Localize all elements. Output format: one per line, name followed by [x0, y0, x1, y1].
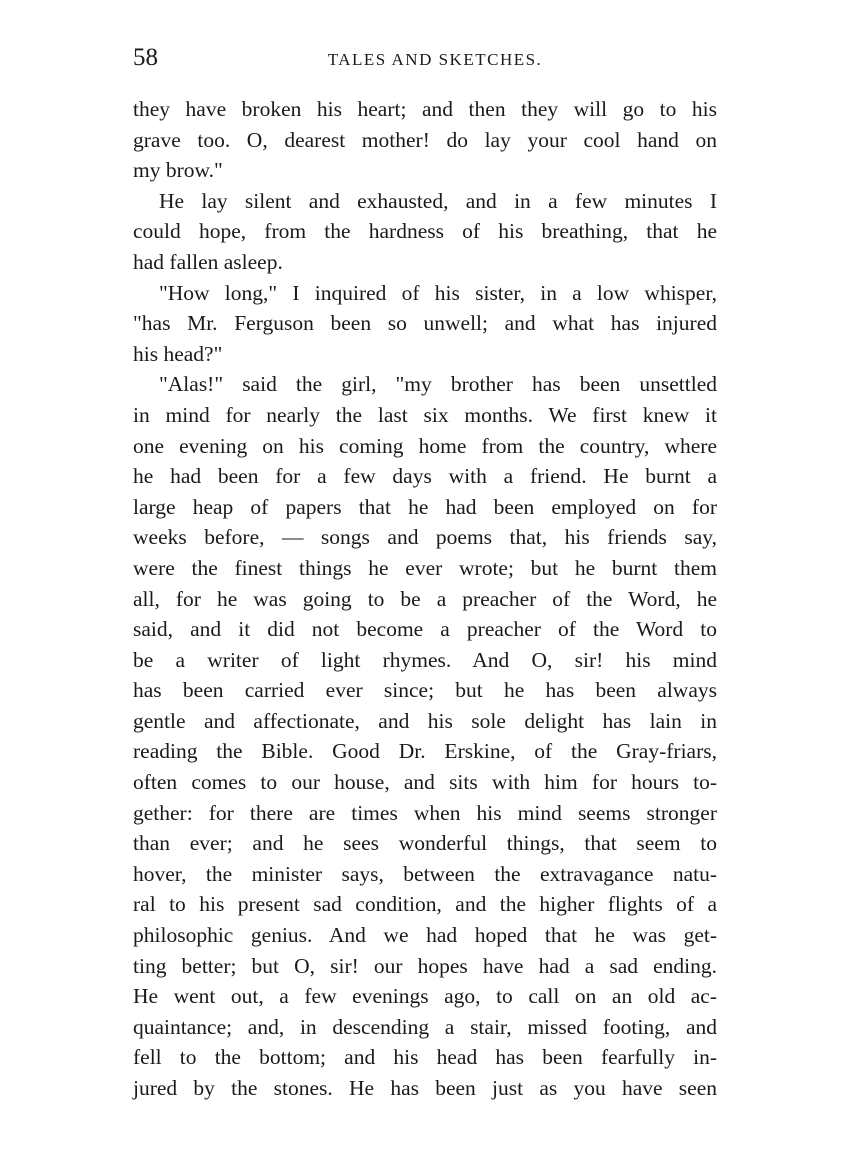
text-line: large heap of papers that he had been employed on for	[133, 494, 717, 519]
text-line: philosophic genius. And we had hoped that he was get-	[133, 923, 717, 948]
text-line: quaintance; and, in descending a stair, missed footing, and	[133, 1014, 717, 1039]
text-line: He lay silent and exhausted, and in a few minutes I	[159, 188, 717, 213]
text-line: "has Mr. Ferguson been so unwell; and what has injured	[133, 311, 717, 336]
text-line: reading the Bible. Good Dr. Erskine, of the Gray-friars,	[133, 739, 717, 764]
text-line: than ever; and he sees wonderful things, that seem to	[133, 831, 717, 856]
text-line: gether: for there are times when his mind seems stronger	[133, 800, 717, 825]
text-line: in mind for nearly the last six months. We first knew it	[133, 402, 717, 427]
text-line: hover, the minister says, between the extravagance natu-	[133, 861, 717, 886]
page-number: 58	[133, 44, 158, 71]
text-line: weeks before, — songs and poems that, his friends say,	[133, 525, 717, 550]
running-head: TALES AND SKETCHES.	[327, 50, 543, 69]
text-line: he had been for a few days with a friend. He burnt a	[133, 464, 717, 489]
text-line: grave too. O, dearest mother! do lay your cool hand on	[133, 127, 717, 152]
text-line: "How long," I inquired of his sister, in a low whisper,	[159, 280, 717, 305]
text-line: could hope, from the hardness of his breathing, that he	[133, 219, 717, 244]
text-line: has been carried ever since; but he has been always	[133, 678, 717, 703]
text-line: ting better; but O, sir! our hopes have had a sad ending.	[133, 953, 717, 978]
body-text	[133, 94, 717, 1104]
text-line: were the finest things he ever wrote; but he burnt them	[133, 555, 717, 580]
text-line: gentle and affectionate, and his sole delight has lain in	[133, 708, 717, 733]
text-line: said, and it did not become a preacher of the Word to	[133, 617, 717, 642]
page-header	[133, 40, 717, 76]
text-line: jured by the stones. He has been just as you have seen	[133, 1076, 717, 1100]
text-line: ral to his present sad condition, and the higher flights of a	[133, 892, 717, 917]
text-line: be a writer of light rhymes. And O, sir! his mind	[133, 647, 717, 672]
text-line: He went out, a few evenings ago, to call on an old ac-	[133, 984, 717, 1009]
text-line: they have broken his heart; and then they will go to his	[133, 97, 717, 121]
text-line: one evening on his coming home from the country, where	[133, 433, 717, 458]
text-line: often comes to our house, and sits with him for hours to-	[133, 770, 717, 795]
text-line: had fallen asleep.	[133, 249, 283, 274]
text-line: "Alas!" said the girl, "my brother has been unsettled	[159, 372, 717, 397]
text-line: his head?"	[133, 341, 223, 366]
text-line: my brow."	[133, 158, 223, 183]
text-line: fell to the bottom; and his head has been fearfully in-	[133, 1045, 717, 1070]
text-line: all, for he was going to be a preacher of the Word, he	[133, 586, 717, 611]
